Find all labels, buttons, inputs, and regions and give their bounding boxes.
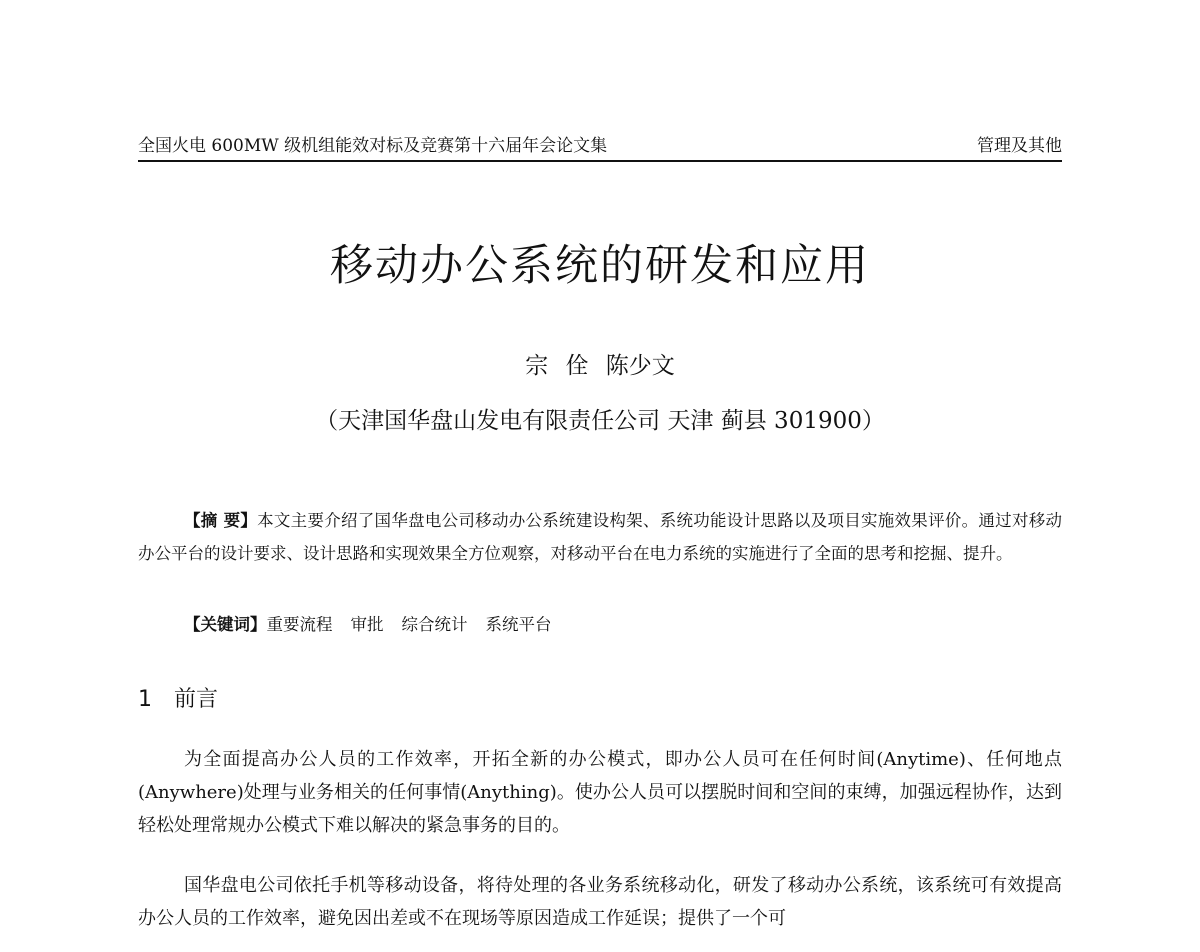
body-paragraph: 国华盘电公司依托手机等移动设备，将待处理的各业务系统移动化，研发了移动办公系统，该系统可有效提高办公人员的工作效率，避免因出差或不在现场等原因造成工作延误；提供了一个可	[138, 875, 1062, 929]
keyword-item: 系统平台	[485, 615, 552, 634]
paper-title: 移动办公系统的研发和应用	[330, 241, 870, 291]
keywords	[184, 608, 1064, 641]
abstract-label: 【摘 要】	[184, 511, 258, 530]
body-paragraph: 为全面提高办公人员的工作效率，开拓全新的办公模式，即办公人员可在任何时间(Anytime)、任何地点(Anywhere)处理与业务相关的任何事情(Anything)。使办公人员可以摆脱时间和空间的束缚，加强远程协作，达到轻松处理常规办公模式下难以解决的紧急事务的目的。	[138, 749, 1062, 836]
section-title: 前言	[174, 687, 219, 712]
keyword-item: 重要流程	[266, 615, 333, 634]
section-number: 1	[138, 687, 152, 712]
header-proceedings-title: 全国火电 600MW 级机组能效对标及竞赛第十六届年会论文集	[138, 136, 608, 156]
paper-authors: 宗 佺 陈少文	[525, 353, 675, 379]
abstract	[138, 504, 1062, 570]
keywords-label: 【关键词】	[184, 615, 267, 634]
keyword-item: 审批	[350, 615, 384, 634]
abstract-text: 本文主要介绍了国华盘电公司移动办公系统建设构架、系统功能设计思路以及项目实施效果评价。通过对移动办公平台的设计要求、设计思路和实现效果全方位观察，对移动平台在电力系统的实施进行了全面的思考和挖掘、提升。	[138, 511, 1063, 563]
header-section-name: 管理及其他	[977, 136, 1062, 156]
running-header	[138, 128, 1062, 162]
section-heading	[138, 682, 218, 713]
keyword-item: 综合统计	[401, 615, 468, 634]
paper-affiliation: （天津国华盘山发电有限责任公司 天津 蓟县 301900）	[315, 408, 885, 434]
